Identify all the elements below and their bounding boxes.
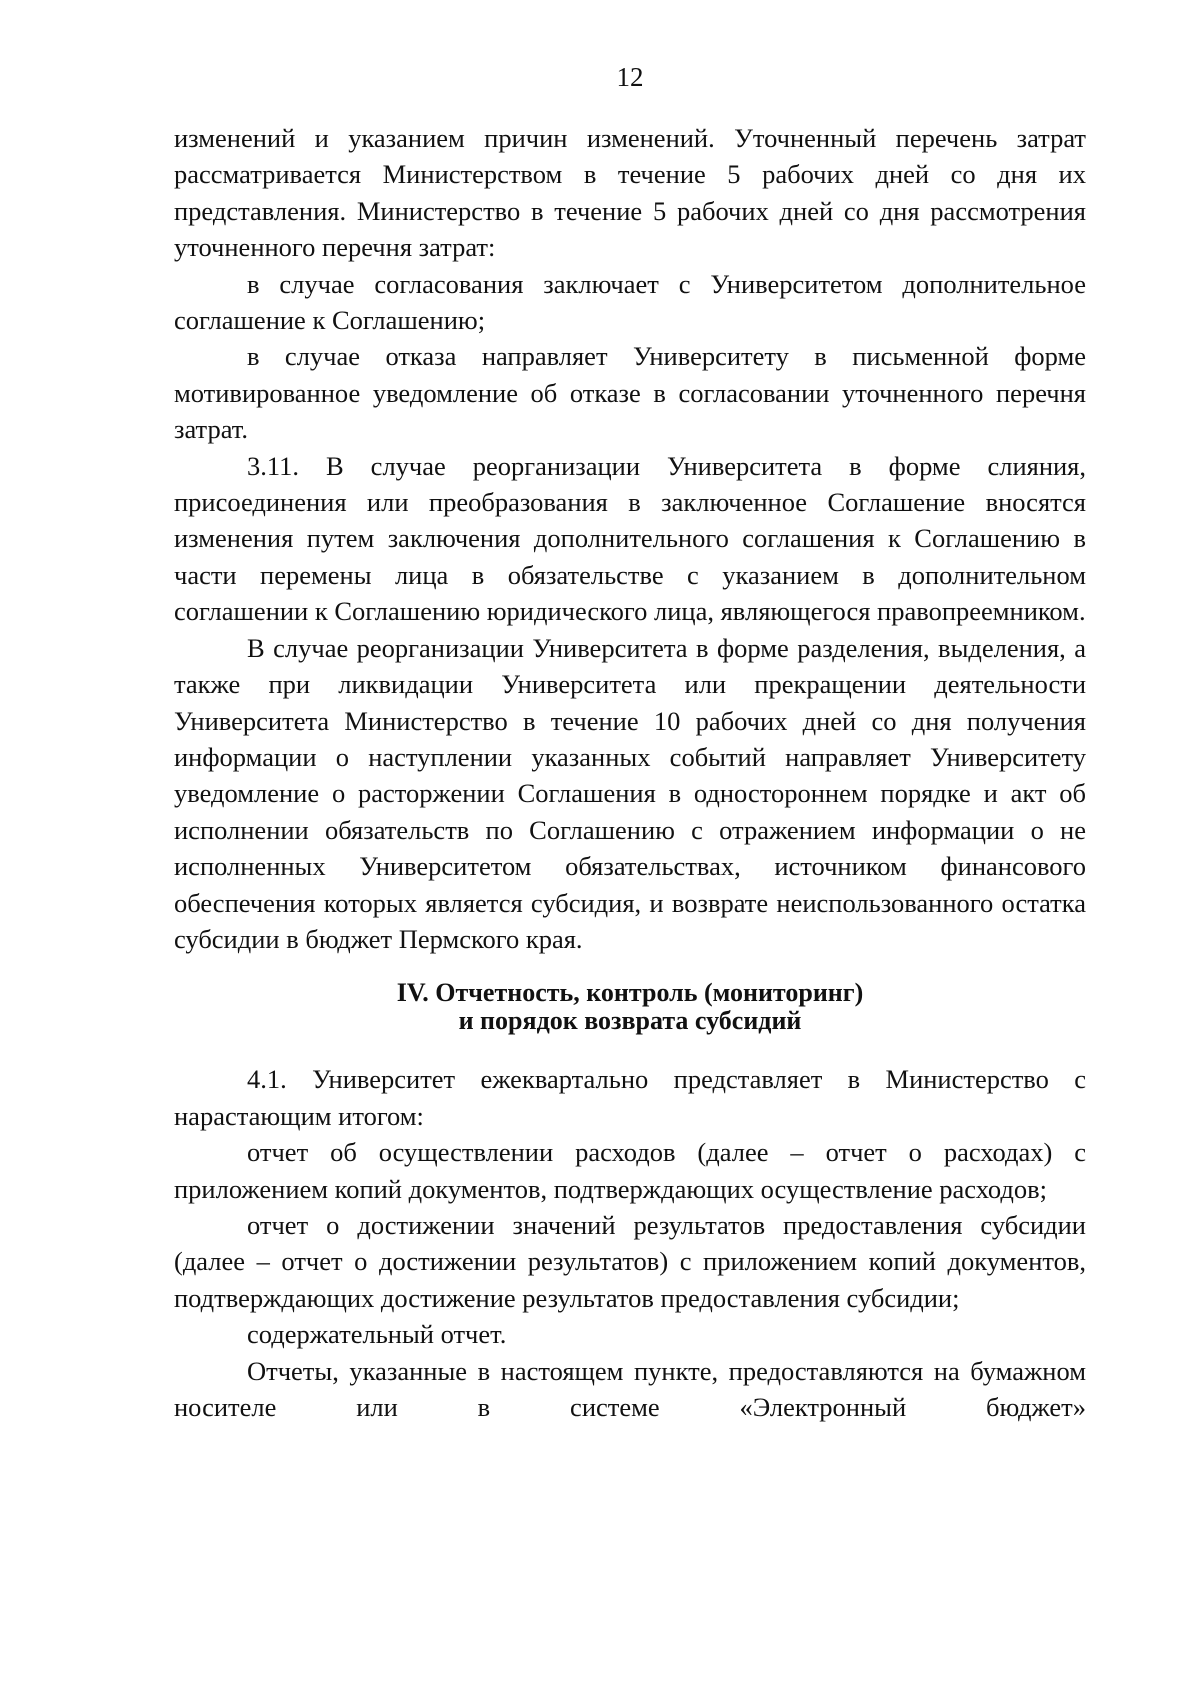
paragraph-report-submission: Отчеты, указанные в настоящем пункте, предоставляются на бумажном носителе или в системе «Электронный бюджет»: [174, 1355, 1086, 1422]
paragraph-results-report: отчет о достижении значений результатов предоставления субсидии (далее – отчет о достижении результатов) с приложением копий документов, подтверждающих достижение результатов предоставления субсидии;: [174, 1209, 1086, 1313]
paragraph-reorganization: В случае реорганизации Университета в форме разделения, выделения, а также при ликвидации Университета или прекращении деятельности Университета Министерство в течение 10 рабочих дней со дня получения информации о наступлении указанных событий направляет Университету уведомление о расторжении Соглашения в одностороннем порядке и акт об исполнении обязательств по Соглашению с отражением информации о не исполненных Университетом обязательствах, источником финансового обеспечения которых является субсидия, и возврате неиспользованного остатка субсидии в бюджет Пермского края.: [174, 632, 1086, 954]
section-heading-line-2: и порядок возврата субсидий: [458, 1006, 802, 1036]
paragraph-continuation: изменений и указанием причин изменений. Уточненный перечень затрат рассматривается Министерством в течение 5 рабочих дней со дня их представления. Министерство в течение 5 рабочих дней со дня рассмотрения уточненного перечня затрат:: [174, 123, 1086, 263]
paragraph-refusal-case: в случае отказа направляет Университету в письменной форме мотивированное уведомление об отказе в согласовании уточненного перечня затрат.: [174, 341, 1086, 445]
document-body: [174, 120, 1086, 1425]
paragraph-approval-case: в случае согласования заключает с Университетом дополнительное соглашение к Соглашению;: [174, 268, 1086, 336]
paragraph-content-report: содержательный отчет.: [247, 1319, 507, 1350]
section-heading: [174, 979, 1086, 1035]
paragraph-4-1: 4.1. Университет ежеквартально представляет в Министерство с нарастающим итогом:: [174, 1064, 1086, 1131]
paragraph-expense-report: отчет об осуществлении расходов (далее – отчет о расходах) с приложением копий документов, подтверждающих осуществление расходов;: [174, 1137, 1086, 1204]
page-number: 12: [616, 62, 644, 92]
paragraph-3-11: 3.11. В случае реорганизации Университета в форме слияния, присоединения или преобразования в заключенное Соглашение вносятся изменения путем заключения дополнительного соглашения к Соглашению в части перемены лица в обязательстве с указанием в дополнительном соглашении к Соглашению юридического лица, являющегося правопреемником.: [174, 450, 1086, 627]
section-heading-line-1: IV. Отчетность, контроль (мониторинг): [396, 978, 864, 1008]
